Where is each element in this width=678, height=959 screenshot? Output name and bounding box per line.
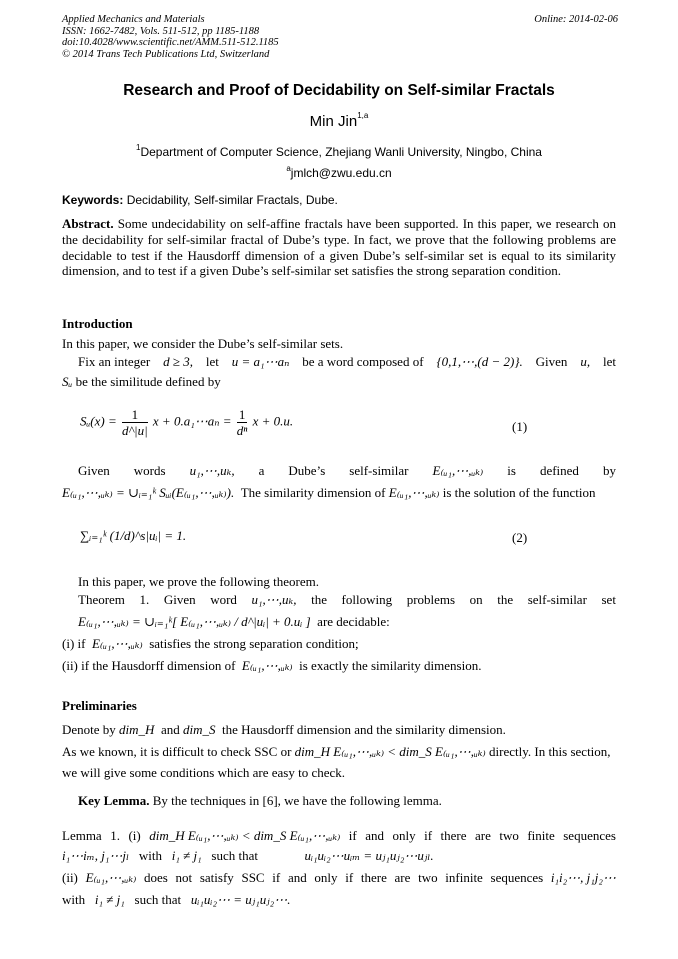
email-superscript: a — [286, 164, 291, 173]
text: (ii) if the Hausdorff dimension of — [62, 658, 236, 673]
word: word — [210, 592, 237, 607]
word: does — [143, 870, 168, 885]
intro-fix-line — [78, 354, 616, 370]
denominator: dⁿ — [236, 423, 248, 438]
item-i — [62, 636, 616, 652]
math: i₁⋯iₘ, j₁⋯jₗ — [62, 848, 130, 863]
math: E₍ᵤ₁,⋯,ᵤₖ₎ — [91, 636, 143, 651]
word: are — [474, 828, 491, 843]
word: defined — [539, 463, 579, 478]
word: (i) — [128, 828, 141, 843]
journal-line: doi:10.4028/www.scientific.net/AMM.511-512.1185 — [62, 37, 279, 48]
text: By the techniques in [6], we have the following lemma. — [152, 793, 442, 808]
theorem-line — [78, 592, 616, 608]
numerator: 1 — [122, 407, 148, 423]
math: u = a₁⋯aₙ — [231, 354, 290, 369]
math: uᵢ₁uᵢ₂⋯ = uⱼ₁uⱼ₂⋯. — [190, 892, 291, 907]
intro-su-line — [62, 374, 616, 390]
math: {0,1,⋯,(d − 2)}. — [436, 354, 523, 369]
math: i₁ ≠ j₁ — [94, 892, 125, 907]
word: Given — [78, 463, 110, 478]
abstract — [62, 216, 616, 279]
math: u₁,⋯,uₖ, — [189, 463, 235, 478]
math: uᵢ₁uᵢ₂⋯uᵢₘ = uⱼ₁uⱼ₂⋯uⱼₗ. — [304, 848, 434, 863]
text: Denote by — [62, 722, 116, 737]
word: two — [418, 870, 438, 885]
word: is — [507, 463, 516, 478]
prove-line: In this paper, we prove the following theorem. — [78, 574, 319, 589]
denominator: d^|u| — [122, 423, 148, 438]
math: E₍ᵤ₁,⋯,ᵤₖ₎ — [388, 485, 440, 500]
math: dim_S — [182, 722, 216, 737]
text: The similarity dimension of — [240, 485, 386, 500]
word: set — [601, 592, 616, 607]
key-lemma-label: Key Lemma. — [78, 793, 150, 808]
text: and — [160, 722, 180, 737]
abstract-label: Abstract. — [62, 216, 114, 231]
text: let — [205, 354, 219, 369]
word: sequences — [563, 828, 616, 843]
definition-line — [62, 485, 616, 501]
math: E₍ᵤ₁,⋯,ᵤₖ₎ = ∪ᵢ₌₁ᵏ[ E₍ᵤ₁,⋯,ᵤₖ₎ / d^|uᵢ| + 0.uᵢ ] — [78, 614, 311, 629]
word: the — [497, 592, 514, 607]
word: the — [311, 592, 327, 607]
lemma-ii-line — [62, 870, 616, 886]
math: i₁i₂⋯, j₁j₂⋯ — [550, 870, 616, 885]
journal-line: © 2014 Trans Tech Publications Ltd, Switzerland — [62, 48, 270, 60]
word: 1. — [139, 592, 150, 607]
word: if — [348, 828, 357, 843]
word: SSC — [241, 870, 265, 885]
math: Sᵤ(x) = — [80, 413, 117, 429]
math: u, — [580, 354, 591, 369]
item-ii — [62, 658, 616, 674]
text: are decidable: — [317, 614, 390, 629]
word: Theorem — [78, 592, 125, 607]
math: E₍ᵤ₁,⋯,ᵤₖ₎ = ∪ᵢ₌₁ᵏ Sᵤᵢ(E₍ᵤ₁,⋯,ᵤₖ₎). — [62, 485, 235, 500]
keywords-label: Keywords: — [62, 193, 124, 207]
word: Given — [163, 592, 196, 607]
fraction — [122, 407, 148, 438]
intro-line: In this paper, we consider the Dube’s self-similar sets. — [62, 336, 344, 351]
text: Fix an integer — [78, 354, 151, 369]
prelim-line-2 — [62, 744, 616, 760]
word: are — [394, 870, 411, 885]
math: u₁,⋯,uₖ, — [251, 592, 297, 607]
text: the Hausdorff dimension and the similarity dimension. — [221, 722, 506, 737]
affiliation-superscript: 1 — [136, 143, 141, 152]
word: finite — [527, 828, 555, 843]
email-address: jmlch@zwu.edu.cn — [290, 166, 392, 180]
word: there — [360, 870, 387, 885]
fraction — [237, 407, 248, 438]
word: self-similar — [527, 592, 587, 607]
math: x + 0.a₁⋯aₙ = — [152, 413, 232, 429]
word: infinite — [445, 870, 483, 885]
word: a — [258, 463, 265, 478]
lemma-line-1 — [62, 828, 616, 844]
journal-header — [62, 14, 618, 60]
equation-number: (2) — [512, 530, 528, 545]
word: by — [602, 463, 616, 478]
text: is the solution of the function — [442, 485, 596, 500]
math: dim_H E₍ᵤ₁,⋯,ᵤₖ₎ < dim_S E₍ᵤ₁,⋯,ᵤₖ₎ — [294, 744, 486, 759]
math: Sᵤ — [62, 374, 73, 389]
email-line — [62, 166, 616, 180]
equation-1 — [80, 407, 293, 438]
online-date: Online: 2014-02-06 — [534, 14, 618, 25]
word: (ii) — [62, 870, 78, 885]
numerator: 1 — [237, 407, 248, 423]
word: satisfy — [199, 870, 234, 885]
prelim-line-3: we will give some conditions which are easy to check. — [62, 765, 346, 780]
author-line — [62, 113, 616, 130]
word: words — [133, 463, 166, 478]
word: and — [365, 828, 384, 843]
math: E₍ᵤ₁,⋯,ᵤₖ₎ — [85, 870, 137, 885]
word: sequences — [490, 870, 544, 885]
text: is exactly the similarity dimension. — [299, 658, 482, 673]
word: if — [345, 870, 354, 885]
key-lemma-line — [78, 793, 616, 809]
math: i₁ ≠ j₁ — [171, 848, 202, 863]
equation-2 — [80, 528, 186, 544]
word: on — [469, 592, 483, 607]
word: if — [272, 870, 281, 885]
prelim-line-1 — [62, 722, 616, 738]
lemma-ii-line-2 — [62, 892, 616, 908]
text: such that — [211, 848, 258, 863]
word: and — [287, 870, 307, 885]
journal-line: ISSN: 1662-7482, Vols. 511-512, pp 1185-1188 — [62, 25, 260, 37]
keywords-text: Decidability, Self-similar Fractals, Dube. — [126, 193, 338, 207]
text: be the similitude defined by — [75, 374, 221, 389]
text: satisfies the strong separation condition; — [149, 636, 359, 651]
word: only — [392, 828, 416, 843]
word: if — [424, 828, 433, 843]
math: dim_H E₍ᵤ₁,⋯,ᵤₖ₎ < dim_S E₍ᵤ₁,⋯,ᵤₖ₎ — [149, 828, 341, 843]
text: be a word composed of — [302, 354, 424, 369]
given-words-line — [78, 463, 616, 479]
section-heading-introduction: Introduction — [62, 316, 133, 331]
math: d ≥ 3, — [163, 354, 193, 369]
theorem-expression-line — [78, 614, 616, 630]
section-heading-preliminaries: Preliminaries — [62, 698, 137, 713]
journal-line: Applied Mechanics and Materials — [62, 14, 205, 25]
word: not — [175, 870, 193, 885]
text: (i) if — [62, 636, 86, 651]
author-name: Min Jin — [309, 113, 358, 130]
math: E₍ᵤ₁,⋯,ᵤₖ₎ — [432, 463, 484, 478]
lemma-line-2 — [62, 848, 616, 864]
word: 1. — [110, 828, 120, 843]
text: directly. In this section, — [489, 744, 611, 759]
abstract-text: Some undecidability on self-affine fractals have been supported. In this paper, we research on the decidability for self-similar fractal of Dube’s type. In fact, we prove that the following problems are decidable to test if the Hausdorff dimension of a given Dube’s self-similar set is equal to its similarity dimension, and to test if a given Dube’s self-similar set satisfies the strong separation condition. — [62, 216, 616, 279]
math: E₍ᵤ₁,⋯,ᵤₖ₎ — [241, 658, 293, 673]
text: Given — [535, 354, 568, 369]
affiliation — [62, 145, 616, 159]
word: two — [499, 828, 519, 843]
author-superscript: 1,a — [357, 111, 369, 120]
word: self-similar — [349, 463, 409, 478]
word: only — [314, 870, 338, 885]
word: Dube’s — [288, 463, 326, 478]
paper-title: Research and Proof of Decidability on Self-similar Fractals — [123, 82, 555, 99]
keywords — [62, 193, 616, 207]
text: with — [138, 848, 162, 863]
word: there — [440, 828, 467, 843]
math: x + 0.u. — [252, 413, 294, 429]
word: Lemma — [62, 828, 102, 843]
equation-number: (1) — [512, 419, 528, 434]
text: with — [62, 892, 86, 907]
math: ∑ᵢ₌₁ᵏ (1/d)^s|uᵢ| = 1. — [80, 528, 187, 543]
text: such that — [134, 892, 182, 907]
text: let — [602, 354, 616, 369]
word: following — [341, 592, 393, 607]
word: problems — [406, 592, 456, 607]
affiliation-text: Department of Computer Science, Zhejiang Wanli University, Ningbo, China — [140, 145, 542, 159]
text: As we known, it is difficult to check SSC or — [62, 744, 292, 759]
math: dim_H — [119, 722, 155, 737]
